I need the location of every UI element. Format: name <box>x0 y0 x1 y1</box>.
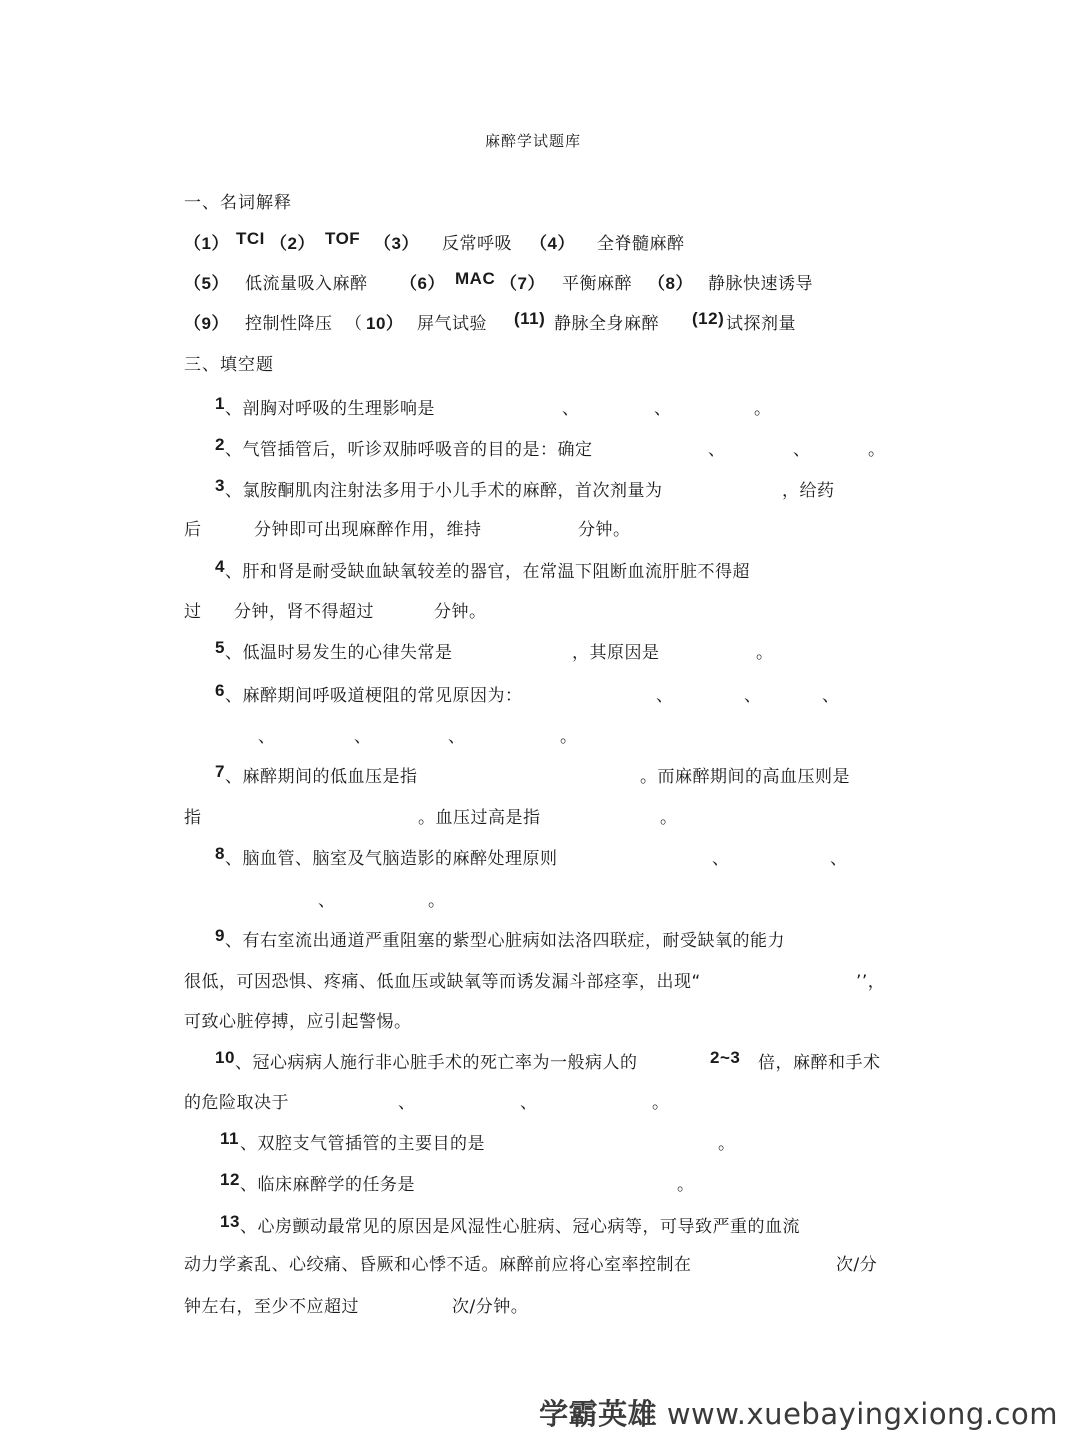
blank-separator: 、 <box>712 849 730 869</box>
question-number: 2~3 <box>710 1048 741 1067</box>
question-text: 、氯胺酮肌肉注射法多用于小儿手术的麻醉，首次剂量为 <box>225 481 663 501</box>
watermark-brand: 学霸英雄 <box>539 1397 658 1431</box>
term-number: （7） <box>500 274 545 293</box>
question-text: 钟左右，至少不应超过 <box>184 1297 359 1317</box>
question-text: 、麻醉期间的低血压是指 <box>225 767 418 787</box>
term-text: 低流量吸入麻醉 <box>245 274 368 294</box>
section-heading-fill-blank: 三、填空题 <box>184 355 274 375</box>
question-number: 13 <box>220 1212 240 1231</box>
blank-separator: 、 <box>562 399 580 419</box>
blank-separator: 、 <box>793 440 811 460</box>
term-text: 静脉快速诱导 <box>708 274 813 294</box>
question-text: 、脑血管、脑室及气脑造影的麻醉处理原则 <box>225 849 558 869</box>
question-text: 、气管插管后，听诊双肺呼吸音的目的是：确定 <box>225 440 593 460</box>
question-text: 分钟。 <box>434 602 487 622</box>
term-number: （ <box>345 314 363 334</box>
question-text: 、低温时易发生的心律失常是 <box>225 643 453 663</box>
blank-separator: 、 <box>656 686 674 706</box>
question-text: 分钟，肾不得超过 <box>234 602 374 622</box>
blank-separator: 、 <box>744 686 762 706</box>
term-text: 平衡麻醉 <box>562 274 632 294</box>
term-number: 10） <box>366 314 404 333</box>
question-text: 次/分 <box>836 1255 878 1275</box>
term-text: TCI <box>236 229 265 248</box>
term-number: （6） <box>400 274 445 293</box>
question-text: 次/分钟。 <box>452 1297 529 1317</box>
term-number: （2） <box>270 234 315 253</box>
watermark-url: www.xuebayingxiong.com <box>666 1397 1058 1431</box>
question-text: ，其原因是 <box>572 643 660 663</box>
question-text: 。而麻醉期间的高血压则是 <box>640 767 850 787</box>
question-number: 4 <box>215 557 225 576</box>
blank-separator: 。 <box>756 643 774 663</box>
question-number: 3 <box>215 476 225 495</box>
question-text: 、剖胸对呼吸的生理影响是 <box>225 399 435 419</box>
question-text: ’’， <box>856 972 886 992</box>
question-text: 、心房颤动最常见的原因是风湿性心脏病、冠心病等，可导致严重的血流 <box>240 1217 800 1237</box>
question-text: 、肝和肾是耐受缺血缺氧较差的器官，在常温下阻断血流肝脏不得超 <box>225 562 750 582</box>
blank-separator: 。 <box>868 440 886 460</box>
blank-separator: 。 <box>560 727 578 747</box>
question-number: 5 <box>215 638 225 657</box>
question-text: 很低，可因恐惧、疼痛、低血压或缺氧等而诱发漏斗部痉挛，出现“ <box>184 972 701 992</box>
blank-separator: 。 <box>652 1093 670 1113</box>
blank-separator: 、 <box>448 727 466 747</box>
question-text: 分钟即可出现麻醉作用，维持 <box>254 520 482 540</box>
blank-separator: 、 <box>654 399 672 419</box>
term-number: （8） <box>648 274 693 293</box>
term-text: MAC <box>455 269 496 288</box>
question-text: 、有右室流出通道严重阻塞的紫型心脏病如法洛四联症，耐受缺氧的能力 <box>225 931 785 951</box>
blank-separator: 。 <box>660 808 678 828</box>
blank-separator: 。 <box>428 891 446 911</box>
question-text: 后 <box>184 520 202 540</box>
question-text: 动力学紊乱、心绞痛、昏厥和心悸不适。麻醉前应将心室率控制在 <box>184 1255 692 1275</box>
term-text: 试探剂量 <box>726 314 796 334</box>
question-text: 倍，麻醉和手术 <box>758 1053 881 1073</box>
question-number: 8 <box>215 844 225 863</box>
question-text: 过 <box>184 602 202 622</box>
term-text: TOF <box>325 229 361 248</box>
term-number: （4） <box>530 234 575 253</box>
question-number: 11 <box>220 1129 239 1148</box>
blank-separator: 、 <box>318 891 336 911</box>
term-text: 反常呼吸 <box>442 234 512 254</box>
blank-separator: 。 <box>718 1134 736 1154</box>
question-text: ，给药 <box>782 481 835 501</box>
term-number: (12) <box>692 309 725 328</box>
question-text: 分钟。 <box>578 520 631 540</box>
question-text: 。血压过高是指 <box>418 808 541 828</box>
question-number: 6 <box>215 681 225 700</box>
term-number: （5） <box>184 274 229 293</box>
blank-separator: 。 <box>754 399 772 419</box>
question-text: 、临床麻醉学的任务是 <box>240 1175 415 1195</box>
blank-separator: 、 <box>830 849 848 869</box>
term-number: (11) <box>514 309 546 328</box>
term-text: 静脉全身麻醉 <box>554 314 659 334</box>
page-title: 麻醉学试题库 <box>484 132 581 150</box>
question-number: 10 <box>215 1048 235 1067</box>
question-text: 、双腔支气管插管的主要目的是 <box>240 1134 485 1154</box>
term-text: 控制性降压 <box>245 314 333 334</box>
blank-separator: 、 <box>822 686 840 706</box>
section-heading-terms: 一、名词解释 <box>184 193 292 213</box>
question-text: 、麻醉期间呼吸道梗阻的常见原因为： <box>225 686 523 706</box>
term-text: 屏气试验 <box>417 314 487 334</box>
question-number: 7 <box>215 762 225 781</box>
question-number: 1 <box>215 394 225 413</box>
question-number: 12 <box>220 1170 240 1189</box>
term-text: 全脊髓麻醉 <box>597 234 685 254</box>
term-number: （1） <box>184 234 229 253</box>
site-watermark <box>539 1392 1058 1433</box>
blank-separator: 。 <box>677 1175 695 1195</box>
question-number: 2 <box>215 435 225 454</box>
question-number: 9 <box>215 926 225 945</box>
blank-separator: 、 <box>258 727 276 747</box>
term-number: （3） <box>374 234 419 253</box>
question-text: 指 <box>184 808 202 828</box>
blank-separator: 、 <box>398 1093 416 1113</box>
term-number: （9） <box>184 314 229 333</box>
question-text: 、冠心病病人施行非心脏手术的死亡率为一般病人的 <box>235 1053 638 1073</box>
question-text: 可致心脏停搏，应引起警惕。 <box>184 1012 412 1032</box>
question-text: 的危险取决于 <box>184 1093 289 1113</box>
blank-separator: 、 <box>708 440 726 460</box>
blank-separator: 、 <box>354 727 372 747</box>
blank-separator: 、 <box>520 1093 538 1113</box>
